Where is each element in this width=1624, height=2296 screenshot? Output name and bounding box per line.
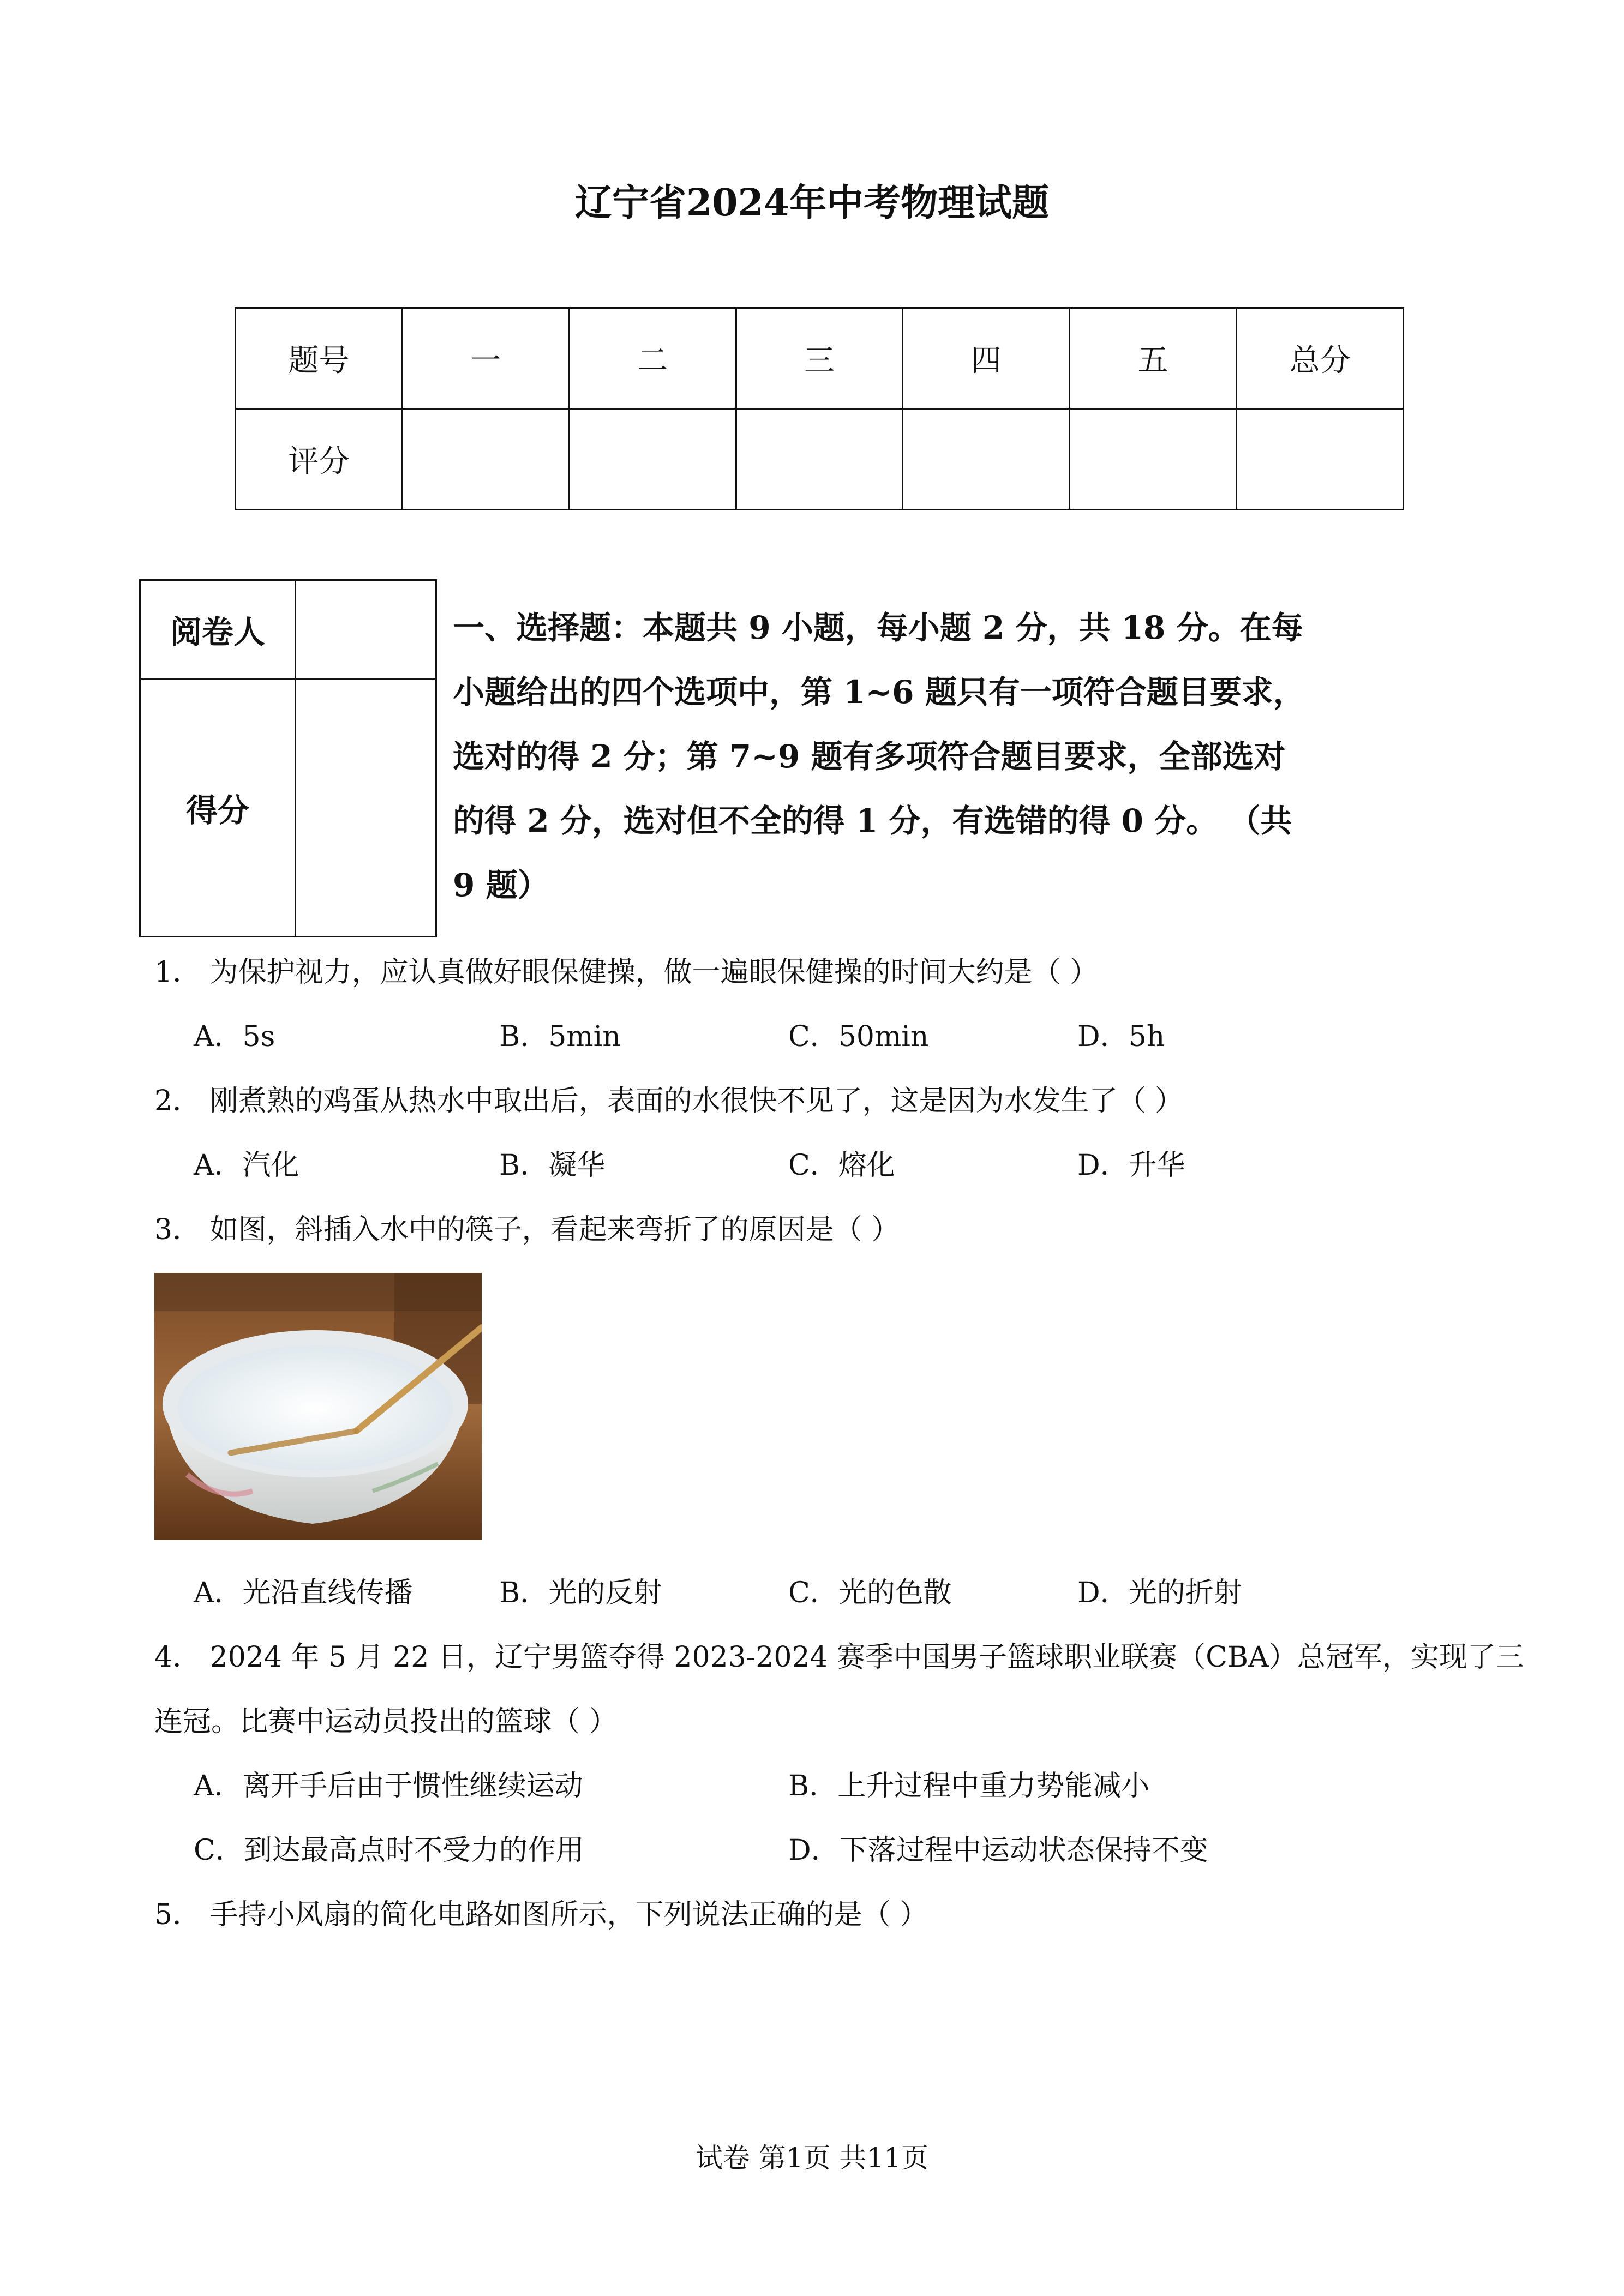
score-cell-empty[interactable] [1237,409,1404,510]
score-cell-empty[interactable] [903,409,1070,510]
question-1-text: 1． 为保护视力，应认真做好眼保健操，做一遍眼保健操的时间大约是（ ） [154,956,1099,989]
page-title: 辽宁省2024年中考物理试题 [574,181,1050,225]
score-header-cell: 总分 [1237,308,1404,409]
q1-option-a[interactable]: A．5s [194,1020,275,1053]
reviewer-label: 阅卷人 [140,580,296,679]
question-4-text-line-1: 4． 2024 年 5 月 22 日，辽宁男篮夺得 2023-2024 赛季中国男子篮球职业联赛（CBA）总冠军，实现了三 [154,1641,1524,1674]
section-line: 一、选择题：本题共 9 小题，每小题 2 分，共 18 分。在每 [453,609,1303,646]
q2-option-a[interactable]: A．汽化 [194,1149,299,1182]
score-header-cell: 四 [903,308,1070,409]
question-5-text: 5． 手持小风扇的简化电路如图所示，下列说法正确的是（ ） [154,1898,928,1931]
score-cell-empty[interactable] [569,409,736,510]
score-row-label: 评分 [236,409,403,510]
score-header-cell: 五 [1070,308,1237,409]
score-cell-empty[interactable] [402,409,569,510]
score-table-row [236,409,1404,510]
q4-option-b[interactable]: B．上升过程中重力势能减小 [788,1770,1150,1802]
section-line: 9 题） [453,867,549,904]
q1-option-d[interactable]: D．5h [1077,1020,1165,1053]
q2-option-d[interactable]: D．升华 [1077,1149,1185,1182]
section-line: 选对的得 2 分；第 7~9 题有多项符合题目要求，全部选对 [453,738,1286,775]
score-header-cell: 题号 [236,308,403,409]
question-2-text: 2． 刚煮熟的鸡蛋从热水中取出后，表面的水很快不见了，这是因为水发生了（ ） [154,1085,1184,1117]
grader-score-label: 得分 [140,679,296,937]
q1-option-b[interactable]: B．5min [499,1020,621,1053]
section-line: 的得 2 分，选对但不全的得 1 分，有选错的得 0 分。 （共 [453,802,1292,839]
q2-option-c[interactable]: C．熔化 [788,1149,895,1182]
score-table [235,307,1404,510]
section-heading [453,596,1315,917]
q2-option-b[interactable]: B．凝华 [499,1149,606,1182]
q4-option-d[interactable]: D．下落过程中运动状态保持不变 [788,1834,1208,1867]
q3-option-d[interactable]: D．光的折射 [1077,1577,1242,1609]
chopstick-bowl-photo [154,1273,482,1540]
grader-score-cell-empty[interactable] [296,679,436,937]
grader-table [139,579,437,937]
q4-option-c[interactable]: C．到达最高点时不受力的作用 [194,1834,584,1867]
score-header-cell: 二 [569,308,736,409]
page-footer: 试卷 第1页 共11页 [695,2142,929,2174]
q3-option-b[interactable]: B．光的反射 [499,1577,662,1609]
score-table-header-row [236,308,1404,409]
score-cell-empty[interactable] [736,409,903,510]
score-cell-empty[interactable] [1070,409,1237,510]
section-line: 小题给出的四个选项中，第 1~6 题只有一项符合题目要求， [453,674,1305,711]
q4-option-a[interactable]: A．离开手后由于惯性继续运动 [194,1770,583,1802]
q1-option-c[interactable]: C．50min [788,1020,929,1053]
question-3-text: 3． 如图，斜插入水中的筷子，看起来弯折了的原因是（ ） [154,1213,900,1246]
q3-option-c[interactable]: C．光的色散 [788,1577,952,1609]
score-header-cell: 一 [402,308,569,409]
question-4-text-line-2: 连冠。比赛中运动员投出的篮球（ ） [154,1705,618,1738]
reviewer-cell-empty[interactable] [296,580,436,679]
q3-option-a[interactable]: A．光沿直线传播 [194,1577,413,1609]
score-header-cell: 三 [736,308,903,409]
